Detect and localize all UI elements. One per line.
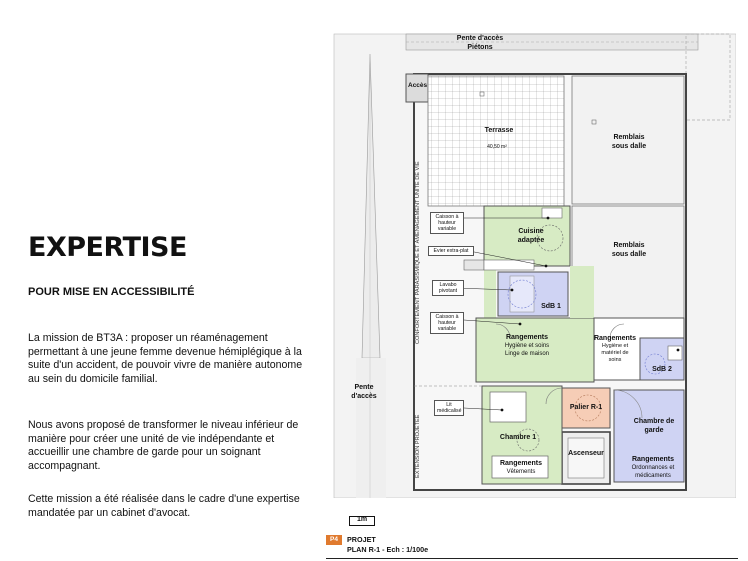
page-title: EXPERTISE [28, 232, 187, 263]
label-rangements-main-sub: Hygiène et soins Linge de maison [504, 343, 550, 357]
vertical-label-bottom: EXTENSION PROJETEE [415, 414, 421, 478]
label-rangements-right: Rangements [593, 335, 636, 342]
label-rangements-garde-sub: Ordonnances et médicaments [631, 465, 675, 479]
label-terrasse-area: 40,50 m² [487, 144, 507, 150]
footer-line-2: PLAN R-1 - Ech : 1/100e [347, 545, 429, 554]
page-badge: P4 [326, 535, 342, 545]
label-sdb2: SdB 2 [652, 366, 672, 373]
footer-line-1: PROJET [347, 535, 376, 544]
floor-plan [326, 28, 736, 498]
label-rangements-garde: Rangements [631, 456, 674, 463]
label-ascenseur: Ascenseur [568, 450, 604, 457]
label-palier: Palier R-1 [569, 404, 603, 411]
label-sdb1: SdB 1 [541, 303, 561, 310]
footer-rule [326, 558, 738, 559]
tag-lavabo: Lavabo pivotant [432, 280, 464, 296]
paragraph-2: Nous avons proposé de transformer le niveau inférieur de manière pour créer une unité de vie indépendante et accueillir une chambre de garde pour un soignant accompagnant. [28, 419, 299, 472]
tag-lit: Lit médicalisé [434, 400, 464, 416]
label-rangements-ch1: Rangements [499, 460, 542, 467]
label-rangements-ch1-sub: Vêtements [506, 469, 536, 475]
vertical-label-top: CONFORTEMENT PARASISMIQUE ET AMENAGEMENT UNITE DE VIE [415, 161, 421, 344]
paragraph-3: Cette mission a été réalisée dans le cadre d'une expertise mandatée par un cabinet d'avocat. [28, 493, 300, 519]
description-panel [0, 0, 320, 561]
label-acces: Accès [408, 82, 428, 89]
label-chambre1: Chambre 1 [499, 434, 537, 441]
label-rangements-main: Rangements [505, 334, 548, 341]
scale-bar: 1m [349, 516, 375, 526]
tag-caisson-2: Caisson à hauteur variable [430, 312, 464, 334]
label-terrasse: Terrasse [484, 127, 514, 134]
tag-evier: Evier extra-plat [428, 246, 474, 256]
page-subtitle: POUR MISE EN ACCESSIBILITÉ [28, 286, 195, 298]
label-remblais-1: Remblais sous dalle [611, 134, 647, 150]
label-rangements-right-sub: Hygiène et matériel de soins [601, 343, 629, 363]
tag-caisson-1: Caisson à hauteur variable [430, 212, 464, 234]
paragraph-1: La mission de BT3A : proposer un réaménagement permettant à une jeune femme devenue hémiplégique à la suite d'un accident, de pouvoir vivre de manière autonome au sein du domicile familial. [28, 332, 303, 385]
label-cuisine: Cuisine adaptée [517, 228, 545, 244]
label-chambre-garde: Chambre de garde [633, 418, 675, 434]
label-pente-pietons: Pente d'accès Piétons [456, 35, 504, 51]
label-pente-acces: Pente d'accès [351, 384, 377, 400]
label-remblais-2: Remblais sous dalle [611, 242, 647, 258]
